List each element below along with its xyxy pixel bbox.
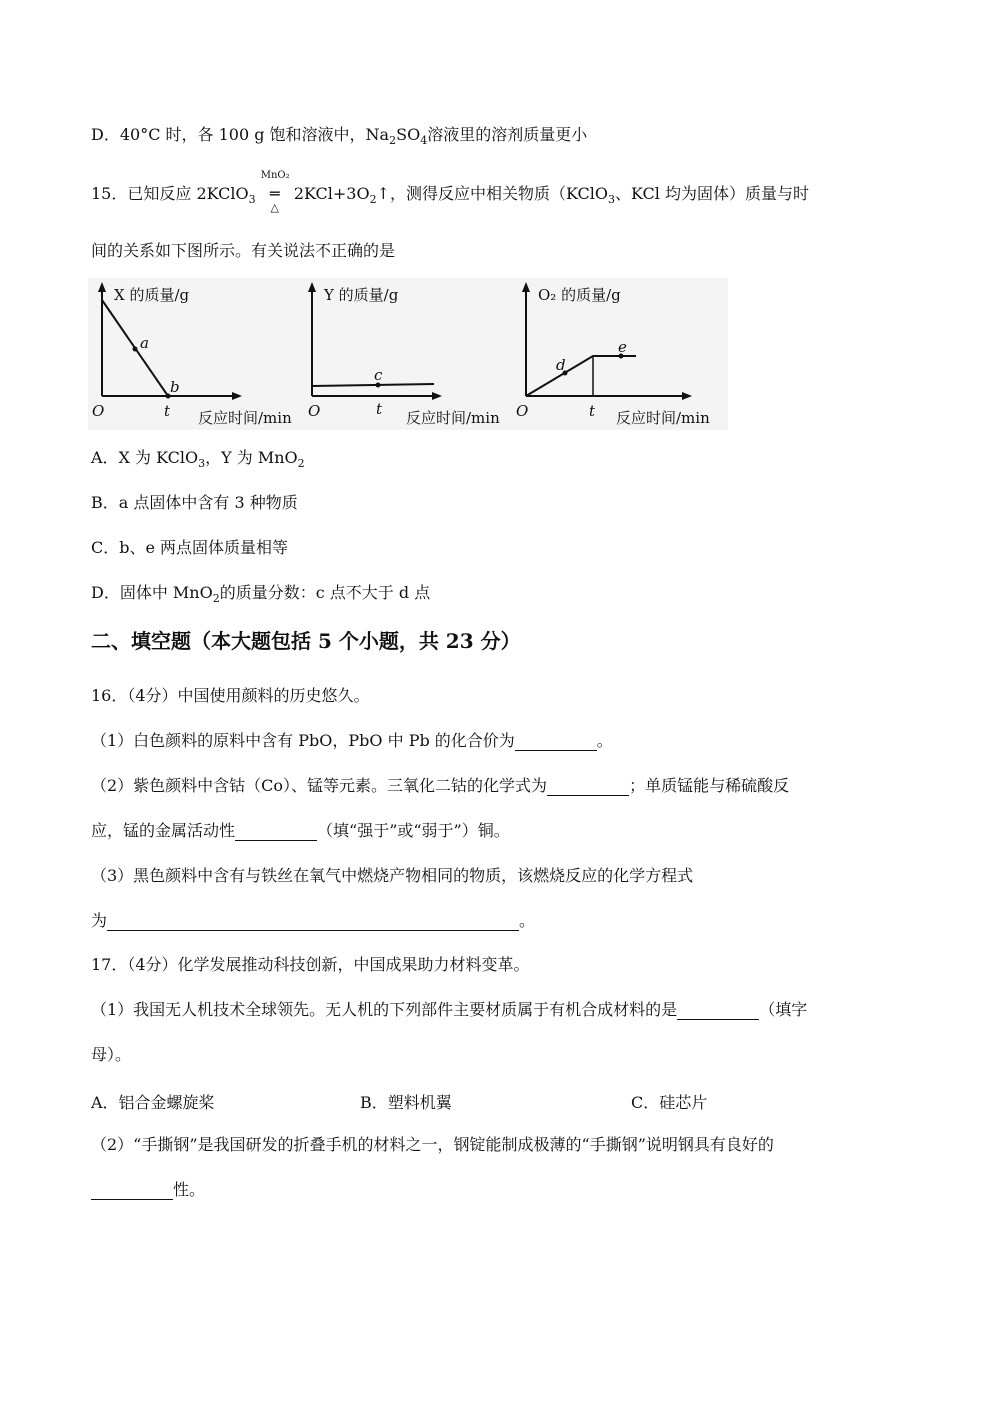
q16-part2-cont: 应，锰的金属活动性 （填“强于”或“弱于”）铜。 (91, 821, 510, 840)
q15-option-b: B．a 点固体中含有 3 种物质 (91, 493, 298, 512)
g3-origin: O (516, 402, 529, 420)
q15-graphs-figure (88, 278, 728, 430)
q16-part3-cont: 为 。 (91, 911, 536, 930)
q16-answer-blank-2[interactable] (547, 777, 629, 796)
g2-origin: O (308, 402, 321, 420)
q17-option-a: A．铝合金螺旋桨 (91, 1093, 215, 1112)
q16-part2: （2）紫色颜料中含钴（Co）、锰等元素。三氧化二钴的化学式为 ；单质锰能与稀硫酸反 (91, 776, 790, 795)
g3-line (526, 356, 636, 396)
g1-ylabel: X 的质量/g (114, 286, 190, 304)
section-heading: 二、填空题（本大题包括 5 个小题，共 23 分） (91, 629, 521, 653)
q15-option-c: C．b、e 两点固体质量相等 (91, 538, 289, 557)
g1-origin: O (92, 402, 105, 420)
g2-ylabel: Y 的质量/g (324, 286, 399, 304)
g1-xlabel: 反应时间/min (198, 409, 292, 427)
g3-label-d: d (556, 356, 566, 374)
g3-label-e: e (618, 338, 627, 356)
q14-option-d: D．40°C 时，各 100 g 饱和溶液中，$Na_2SO_4$溶液里的溶剂质量更小 (91, 125, 588, 147)
q17-answer-blank-2[interactable] (91, 1181, 173, 1200)
q17-part2: （2）“手撕钢”是我国研发的折叠手机的材料之一，钢锭能制成极薄的“手撕钢”说明钢具有良好的 (91, 1135, 774, 1154)
g1-t: t (164, 402, 171, 420)
g3-t: t (589, 402, 596, 420)
q16-title: 16．（4分）中国使用颜料的历史悠久。 (91, 686, 370, 705)
q15-option-d: D．固体中 MnO$_2$的质量分数：c 点不大于 d 点 (91, 583, 431, 605)
q17-part1-cont: 母）。 (91, 1045, 132, 1064)
q17-part1: （1）我国无人机技术全球领先。无人机的下列部件主要材质属于有机合成材料的是 （填字 (91, 1000, 808, 1019)
q17-answer-blank-1[interactable] (677, 1001, 759, 1020)
q15-stem: 15．已知反应 2KClO$_3$ MnO₂ ═ △ $2KCl+3O_2↑$，测得反应中相关物质（KClO$_3$、KCl 均为固体）质量与时 (91, 170, 809, 214)
q16-answer-blank-4[interactable] (107, 912, 519, 931)
q16-answer-blank-1[interactable] (515, 732, 597, 751)
q17-option-b: B．塑料机翼 (360, 1093, 452, 1112)
q16-part3: （3）黑色颜料中含有与铁丝在氧气中燃烧产物相同的物质，该燃烧反应的化学方程式 (91, 866, 694, 885)
q17-title: 17．（4分）化学发展推动科技创新，中国成果助力材料变革。 (91, 955, 530, 974)
g2-label-c: c (374, 366, 383, 384)
g3-ylabel: O₂ 的质量/g (538, 286, 621, 304)
q15-stem-line2: 间的关系如下图所示。有关说法不正确的是 (91, 241, 396, 260)
q16-part1: （1）白色颜料的原料中含有 PbO，PbO 中 Pb 的化合价为 。 (91, 731, 613, 750)
g1-label-a: a (140, 334, 149, 352)
q15-option-a: A．X 为 KClO$_3$，Y 为 MnO$_2$ (91, 448, 305, 470)
g1-label-b: b (170, 378, 180, 396)
point-a (133, 347, 138, 352)
g2-xlabel: 反应时间/min (406, 409, 500, 427)
reaction-condition: MnO₂ ═ △ (260, 170, 290, 214)
q16-answer-blank-3[interactable] (235, 822, 317, 841)
q17-option-c: C．硅芯片 (631, 1093, 708, 1112)
q17-part2-cont: 性。 (91, 1180, 205, 1200)
g2-t: t (376, 400, 383, 418)
g3-xlabel: 反应时间/min (616, 409, 710, 427)
g2-line (312, 384, 434, 386)
